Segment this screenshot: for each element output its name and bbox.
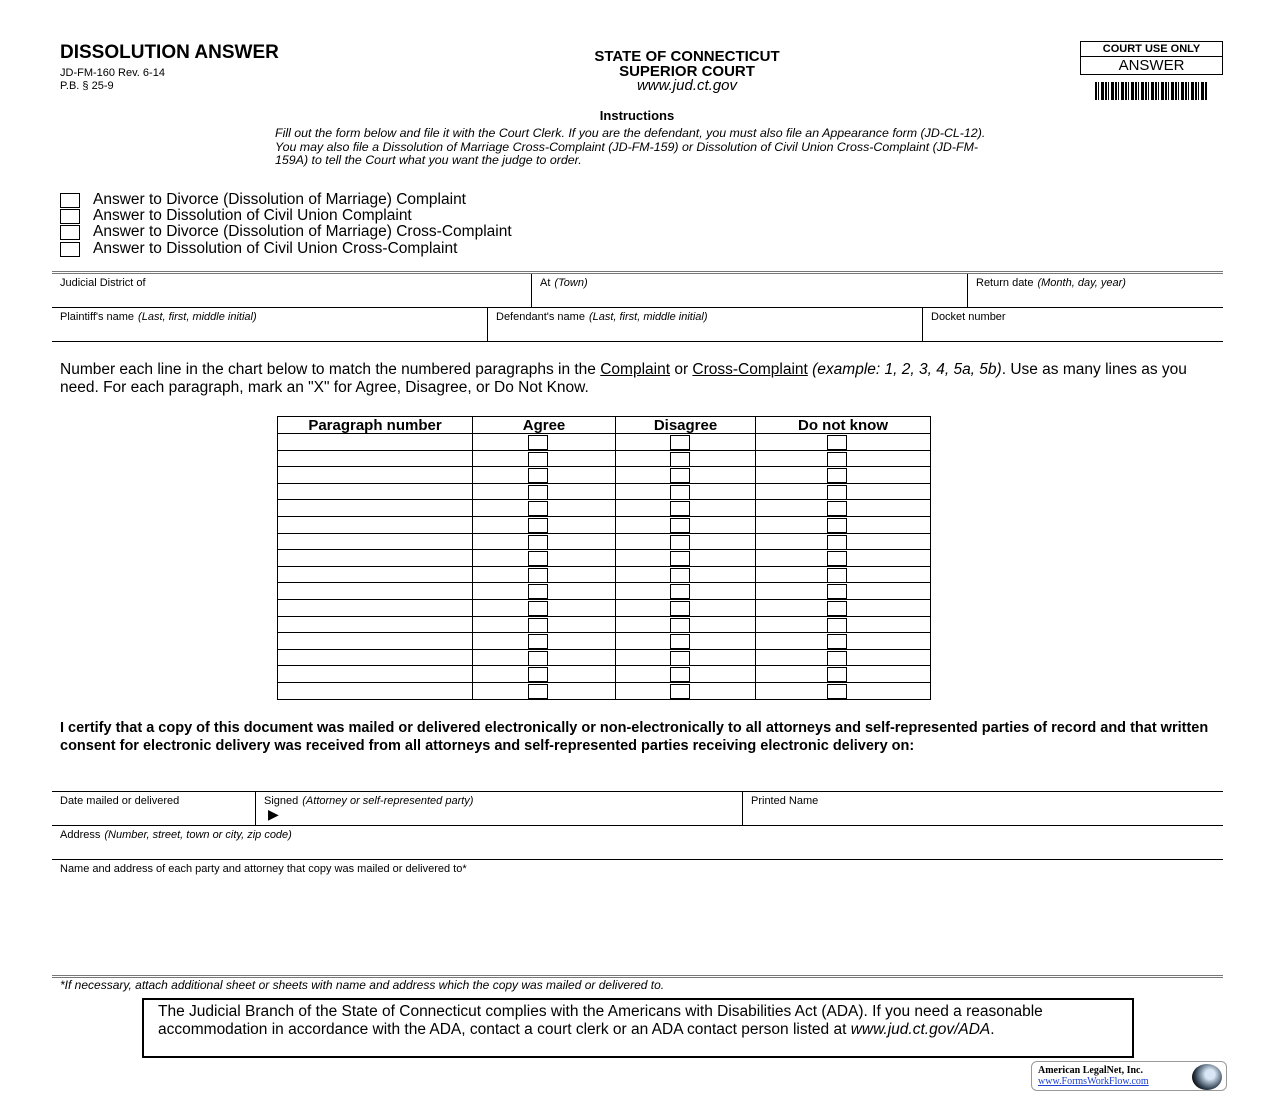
court-use-label: COURT USE ONLY — [1081, 42, 1222, 57]
answer-type-option[interactable]: Answer to Dissolution of Civil Union Cross-Complaint — [60, 240, 457, 258]
disagree-cell — [616, 566, 756, 583]
paragraph-number-cell[interactable] — [278, 649, 473, 666]
answer-type-option[interactable]: Answer to Divorce (Dissolution of Marriage) Cross-Complaint — [60, 223, 512, 241]
disagree-checkbox[interactable] — [670, 568, 690, 583]
barcode — [1095, 82, 1208, 100]
do-not-know-checkbox[interactable] — [827, 684, 847, 699]
do-not-know-checkbox[interactable] — [827, 435, 847, 450]
agree-checkbox[interactable] — [528, 452, 548, 467]
agree-checkbox[interactable] — [528, 568, 548, 583]
agree-cell — [473, 666, 616, 683]
do-not-know-checkbox[interactable] — [827, 634, 847, 649]
signature-fields — [52, 791, 1223, 978]
table-row — [278, 467, 931, 484]
disagree-cell — [616, 434, 756, 451]
disagree-checkbox[interactable] — [670, 634, 690, 649]
do-not-know-cell — [756, 533, 931, 550]
practice-book-rule: P.B. § 25-9 — [60, 80, 114, 92]
disagree-checkbox[interactable] — [670, 435, 690, 450]
do-not-know-cell — [756, 566, 931, 583]
ada-notice: The Judicial Branch of the State of Connecticut complies with the Americans with Disabilities Act (ADA). If you need a reasonable accommodation in accordance with the ADA, contact a court clerk or an ADA contact person listed at www.jud.ct.gov/ADA. — [142, 998, 1134, 1058]
do-not-know-checkbox[interactable] — [827, 667, 847, 682]
checkbox[interactable] — [60, 193, 80, 208]
do-not-know-checkbox[interactable] — [827, 601, 847, 616]
do-not-know-checkbox[interactable] — [827, 551, 847, 566]
agree-cell — [473, 599, 616, 616]
disagree-checkbox[interactable] — [670, 601, 690, 616]
arrow-icon: ▶ — [268, 806, 279, 822]
agree-checkbox[interactable] — [528, 618, 548, 633]
agree-checkbox[interactable] — [528, 485, 548, 500]
disagree-cell — [616, 583, 756, 600]
paragraph-number-cell[interactable] — [278, 599, 473, 616]
agree-checkbox[interactable] — [528, 501, 548, 516]
disagree-checkbox[interactable] — [670, 452, 690, 467]
do-not-know-cell — [756, 550, 931, 567]
parties-field[interactable]: Name and address of each party and attorney that copy was mailed or delivered to* — [60, 863, 467, 875]
paragraph-number-cell[interactable] — [278, 500, 473, 517]
agree-checkbox[interactable] — [528, 634, 548, 649]
do-not-know-checkbox[interactable] — [827, 584, 847, 599]
do-not-know-cell — [756, 682, 931, 699]
do-not-know-checkbox[interactable] — [827, 518, 847, 533]
globe-icon — [1192, 1064, 1222, 1090]
table-row — [278, 434, 931, 451]
table-row — [278, 633, 931, 650]
disagree-checkbox[interactable] — [670, 618, 690, 633]
do-not-know-cell — [756, 616, 931, 633]
do-not-know-checkbox[interactable] — [827, 452, 847, 467]
paragraph-number-cell[interactable] — [278, 467, 473, 484]
do-not-know-cell — [756, 467, 931, 484]
town-field[interactable]: At (Town) — [531, 274, 967, 307]
disagree-cell — [616, 649, 756, 666]
do-not-know-cell — [756, 483, 931, 500]
do-not-know-cell — [756, 633, 931, 650]
col-agree: Agree — [473, 417, 616, 434]
col-do-not-know: Do not know — [756, 417, 931, 434]
state-name: STATE OF CONNECTICUT — [594, 48, 780, 65]
return-date-field[interactable]: Return date (Month, day, year) — [967, 274, 1223, 307]
table-row — [278, 483, 931, 500]
disagree-cell — [616, 500, 756, 517]
disagree-cell — [616, 516, 756, 533]
disagree-cell — [616, 666, 756, 683]
table-row — [278, 566, 931, 583]
website: www.jud.ct.gov — [636, 77, 738, 94]
printed-name-field[interactable]: Printed Name — [742, 792, 1223, 825]
do-not-know-cell — [756, 434, 931, 451]
disagree-cell — [616, 550, 756, 567]
col-disagree: Disagree — [616, 417, 756, 434]
paragraph-number-cell[interactable] — [278, 633, 473, 650]
case-info-fields — [52, 271, 1223, 342]
paragraph-instructions: Number each line in the chart below to match the numbered paragraphs in the Complaint or Cross-Complaint (example: 1, 2, 3, 4, 5a, 5b). Use as many lines as you need. For each paragraph, mark an "X" for Agree, Disagree, or Do Not Know. — [60, 361, 1187, 396]
agree-checkbox[interactable] — [528, 584, 548, 599]
agree-cell — [473, 583, 616, 600]
table-row — [278, 516, 931, 533]
formsworkflow-link[interactable]: www.FormsWorkFlow.com — [1038, 1076, 1149, 1087]
table-row — [278, 550, 931, 567]
disagree-cell — [616, 599, 756, 616]
paragraph-number-cell[interactable] — [278, 533, 473, 550]
agree-checkbox[interactable] — [528, 535, 548, 550]
agree-checkbox[interactable] — [528, 435, 548, 450]
do-not-know-checkbox[interactable] — [827, 568, 847, 583]
ada-link[interactable]: www.jud.ct.gov/ADA — [850, 1020, 991, 1038]
do-not-know-checkbox[interactable] — [827, 651, 847, 666]
defendant-name-field[interactable]: Defendant's name (Last, first, middle initial) — [487, 308, 922, 341]
instructions-heading: Instructions — [599, 108, 675, 123]
footnote: *If necessary, attach additional sheet or sheets with name and address which the copy was mailed or delivered to. — [60, 978, 665, 992]
do-not-know-checkbox[interactable] — [827, 485, 847, 500]
american-legalnet-logo: American LegalNet, Inc. www.FormsWorkFlow.com — [1031, 1061, 1227, 1091]
do-not-know-cell — [756, 583, 931, 600]
table-row — [278, 616, 931, 633]
judicial-district-field[interactable]: Judicial District of — [60, 277, 146, 289]
do-not-know-cell — [756, 649, 931, 666]
table-row — [278, 682, 931, 699]
do-not-know-cell — [756, 599, 931, 616]
disagree-checkbox[interactable] — [670, 518, 690, 533]
col-paragraph-number: Paragraph number — [278, 417, 473, 434]
agree-cell — [473, 550, 616, 567]
checkbox[interactable] — [60, 242, 80, 257]
table-row — [278, 533, 931, 550]
table-row — [278, 649, 931, 666]
agree-cell — [473, 682, 616, 699]
table-row — [278, 666, 931, 683]
address-field[interactable]: Address (Number, street, town or city, zip code) — [60, 829, 292, 841]
answer-type-option[interactable]: Answer to Dissolution of Civil Union Complaint — [60, 207, 412, 225]
do-not-know-checkbox[interactable] — [827, 535, 847, 550]
date-mailed-field[interactable]: Date mailed or delivered — [60, 795, 180, 807]
do-not-know-cell — [756, 666, 931, 683]
agree-cell — [473, 450, 616, 467]
table-row — [278, 500, 931, 517]
instructions-text: Fill out the form below and file it with the Court Clerk. If you are the defendant, you must also file an Appearance form (JD-CL-12). You may also file a Dissolution of Marriage Cross-Complaint (JD-FM-159) or Dissolution of Civil Union Cross-Complaint (JD-FM-159A) to tell the Court what you want the judge to order. — [275, 126, 986, 167]
paragraph-number-cell[interactable] — [278, 566, 473, 583]
disagree-cell — [616, 467, 756, 484]
agree-checkbox[interactable] — [528, 601, 548, 616]
disagree-checkbox[interactable] — [670, 501, 690, 516]
checkbox[interactable] — [60, 209, 80, 224]
do-not-know-cell — [756, 500, 931, 517]
disagree-cell — [616, 450, 756, 467]
agree-cell — [473, 467, 616, 484]
paragraph-number-cell[interactable] — [278, 616, 473, 633]
agree-cell — [473, 434, 616, 451]
checkbox[interactable] — [60, 225, 80, 240]
docket-number-field[interactable]: Docket number — [922, 308, 1223, 341]
do-not-know-cell — [756, 516, 931, 533]
agree-checkbox[interactable] — [528, 468, 548, 483]
paragraph-number-cell[interactable] — [278, 516, 473, 533]
agree-checkbox[interactable] — [528, 651, 548, 666]
agree-cell — [473, 616, 616, 633]
disagree-checkbox[interactable] — [670, 684, 690, 699]
disagree-checkbox[interactable] — [670, 584, 690, 599]
agree-cell — [473, 566, 616, 583]
answer-type-option[interactable]: Answer to Divorce (Dissolution of Marriage) Complaint — [60, 191, 466, 209]
disagree-checkbox[interactable] — [670, 535, 690, 550]
signed-field[interactable]: Signed (Attorney or self-represented party) ▶ — [255, 792, 742, 825]
agree-cell — [473, 500, 616, 517]
agree-cell — [473, 516, 616, 533]
court-name: SUPERIOR COURT — [619, 63, 755, 80]
court-use-box — [1080, 41, 1223, 75]
paragraph-number-cell[interactable] — [278, 666, 473, 683]
do-not-know-checkbox[interactable] — [827, 501, 847, 516]
paragraph-number-cell[interactable] — [278, 450, 473, 467]
table-row — [278, 583, 931, 600]
disagree-cell — [616, 633, 756, 650]
disagree-checkbox[interactable] — [670, 667, 690, 682]
disagree-cell — [616, 533, 756, 550]
agree-checkbox[interactable] — [528, 551, 548, 566]
court-use-value: ANSWER — [1118, 57, 1185, 74]
disagree-checkbox[interactable] — [670, 468, 690, 483]
table-row — [278, 599, 931, 616]
paragraph-number-cell[interactable] — [278, 583, 473, 600]
agree-cell — [473, 533, 616, 550]
plaintiff-name-field[interactable]: Plaintiff's name (Last, first, middle initial) — [60, 311, 257, 323]
do-not-know-cell — [756, 450, 931, 467]
do-not-know-checkbox[interactable] — [827, 618, 847, 633]
paragraph-number-cell[interactable] — [278, 682, 473, 699]
agree-checkbox[interactable] — [528, 684, 548, 699]
agree-cell — [473, 649, 616, 666]
agree-checkbox[interactable] — [528, 518, 548, 533]
table-row — [278, 450, 931, 467]
form-title: DISSOLUTION ANSWER — [60, 42, 279, 63]
disagree-checkbox[interactable] — [670, 551, 690, 566]
paragraph-number-cell[interactable] — [278, 434, 473, 451]
agree-cell — [473, 483, 616, 500]
disagree-cell — [616, 616, 756, 633]
disagree-checkbox[interactable] — [670, 651, 690, 666]
disagree-cell — [616, 483, 756, 500]
disagree-cell — [616, 682, 756, 699]
paragraph-number-cell[interactable] — [278, 483, 473, 500]
paragraph-number-cell[interactable] — [278, 550, 473, 567]
agree-cell — [473, 633, 616, 650]
disagree-checkbox[interactable] — [670, 485, 690, 500]
do-not-know-checkbox[interactable] — [827, 468, 847, 483]
answer-table — [277, 416, 931, 700]
certification-text: I certify that a copy of this document was mailed or delivered electronically or non-electronically to all attorneys and self-represented parties of record and that written consent for electronic delivery was received from all attorneys and self-represented parties receiving electronic delivery on: — [60, 720, 1209, 754]
form-number: JD-FM-160 Rev. 6-14 — [60, 67, 165, 79]
agree-checkbox[interactable] — [528, 667, 548, 682]
